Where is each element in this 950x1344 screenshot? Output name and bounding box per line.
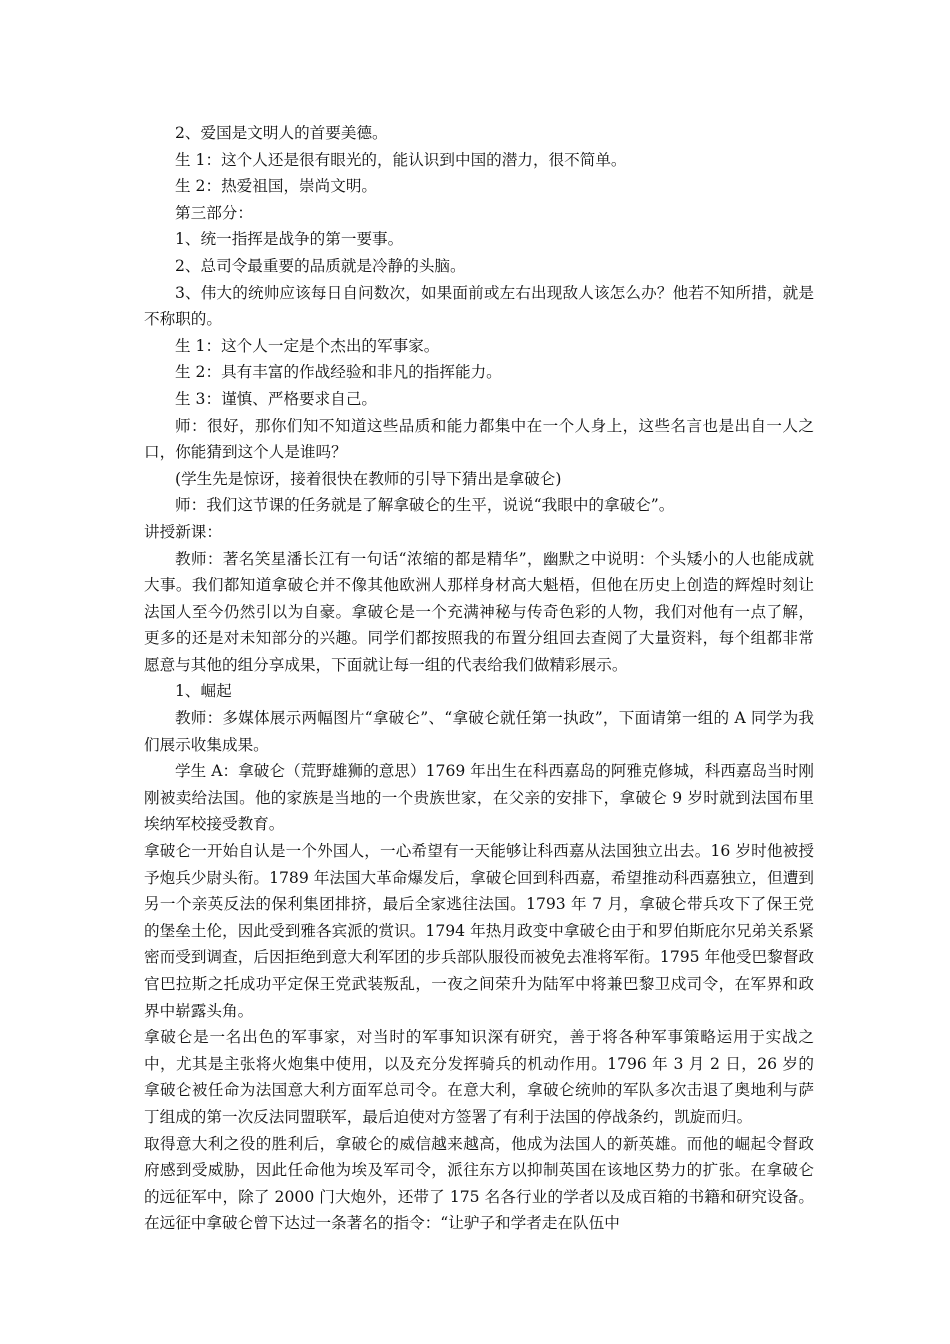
subsection-heading: 1、崛起	[175, 682, 232, 701]
paragraph: 生 3：谨慎、严格要求自己。	[175, 389, 378, 408]
paragraph: 师：我们这节课的任务就是了解拿破仑的生平，说说“我眼中的拿破仑”。	[175, 496, 675, 515]
paragraph: 生 1：这个人一定是个杰出的军事家。	[175, 336, 440, 355]
paragraph: 教师：著名笑星潘长江有一句话“浓缩的都是精华”，幽默之中说明：个头矮小的人也能成就大事。我们都知道拿破仑并不像其他欧洲人那样身材高大魁梧，但他在历史上创造的辉煌时刻让法国人至今仍然引以为自豪。拿破仑是一个充满神秘与传奇色彩的人物，我们对他有一点了解，更多的还是对未知部分的兴趣。同学们都按照我的布置分组回去查阅了大量资料，每个组都非常愿意与其他的组分享成果，下面就让每一组的代表给我们做精彩展示。	[144, 549, 814, 674]
paragraph: 生 1：这个人还是很有眼光的，能认识到中国的潜力，很不简单。	[175, 150, 627, 169]
paragraph: 师：很好，那你们知不知道这些品质和能力都集中在一个人身上，这些名言也是出自一人之口，你能猜到这个人是谁吗？	[144, 416, 814, 462]
paragraph: (学生先是惊讶，接着很快在教师的引导下猜出是拿破仑)	[175, 469, 562, 488]
paragraph: 2、总司令最重要的品质就是冷静的头脑。	[175, 256, 466, 275]
paragraph: 教师：多媒体展示两幅图片“拿破仑”、“拿破仑就任第一执政”，下面请第一组的 A 同学为我们展示收集成果。	[144, 709, 814, 754]
paragraph: 生 2：热爱祖国，崇尚文明。	[175, 177, 378, 196]
paragraph: 2、爱国是文明人的首要美德。	[175, 124, 388, 142]
paragraph: 学生 A：拿破仑（荒野雄狮的意思）1769 年出生在科西嘉岛的阿雅克修城，科西嘉岛当时刚刚被卖给法国。他的家族是当地的一个贵族世家，在父亲的安排下，拿破仑 9 岁时就到法国布里埃纳军校接受教育。	[144, 762, 814, 834]
document-page	[144, 120, 814, 1237]
paragraph: 1、统一指挥是战争的第一要事。	[175, 230, 404, 249]
paragraph: 拿破仑是一名出色的军事家，对当时的军事知识深有研究，善于将各种军事策略运用于实战之中，尤其是主张将火炮集中使用，以及充分发挥骑兵的机动作用。1796 年 3 月 2 日，26 岁的拿破仑被任命为法国意大利方面军总司令。在意大利，拿破仑统帅的军队多次击退了奥地利与萨丁组成的第一次反法同盟联军，最后迫使对方签署了有利于法国的停战条约，凯旋而归。	[144, 1028, 814, 1126]
paragraph: 拿破仑一开始自认是一个外国人，一心希望有一天能够让科西嘉从法国独立出去。16 岁时他被授予炮兵少尉头衔。1789 年法国大革命爆发后，拿破仑回到科西嘉，希望推动科西嘉独立，但遭到另一个亲英反法的保利集团排挤，最后全家逃往法国。1793 年 7 月，拿破仑带兵攻下了保王党的堡垒土伦，因此受到雅各宾派的赏识。1794 年热月政变中拿破仑由于和罗伯斯庇尔兄弟关系紧密而受到调查，后因拒绝到意大利军团的步兵部队服役而被免去准将军衔。1795 年他受巴黎督政官巴拉斯之托成功平定保王党武装叛乱，一夜之间荣升为陆军中将兼巴黎卫戍司令，在军界和政界中崭露头角。	[144, 842, 814, 1020]
paragraph: 取得意大利之役的胜利后，拿破仑的威信越来越高，他成为法国人的新英雄。而他的崛起令督政府感到受威胁，因此任命他为埃及军司令，派往东方以抑制英国在该地区势力的扩张。在拿破仑的远征军中，除了 2000 门大炮外，还带了 175 名各行业的学者以及成百箱的书籍和研究设备。在远征中拿破仑曾下达过一条著名的指令：“让驴子和学者走在队伍中	[144, 1134, 814, 1233]
section-heading: 讲授新课：	[144, 522, 222, 541]
paragraph: 3、伟大的统帅应该每日自问数次，如果面前或左右出现敌人该怎么办？他若不知所措，就是不称职的。	[144, 283, 814, 329]
paragraph: 生 2：具有丰富的作战经验和非凡的指挥能力。	[175, 363, 502, 382]
section-heading: 第三部分：	[175, 203, 253, 222]
